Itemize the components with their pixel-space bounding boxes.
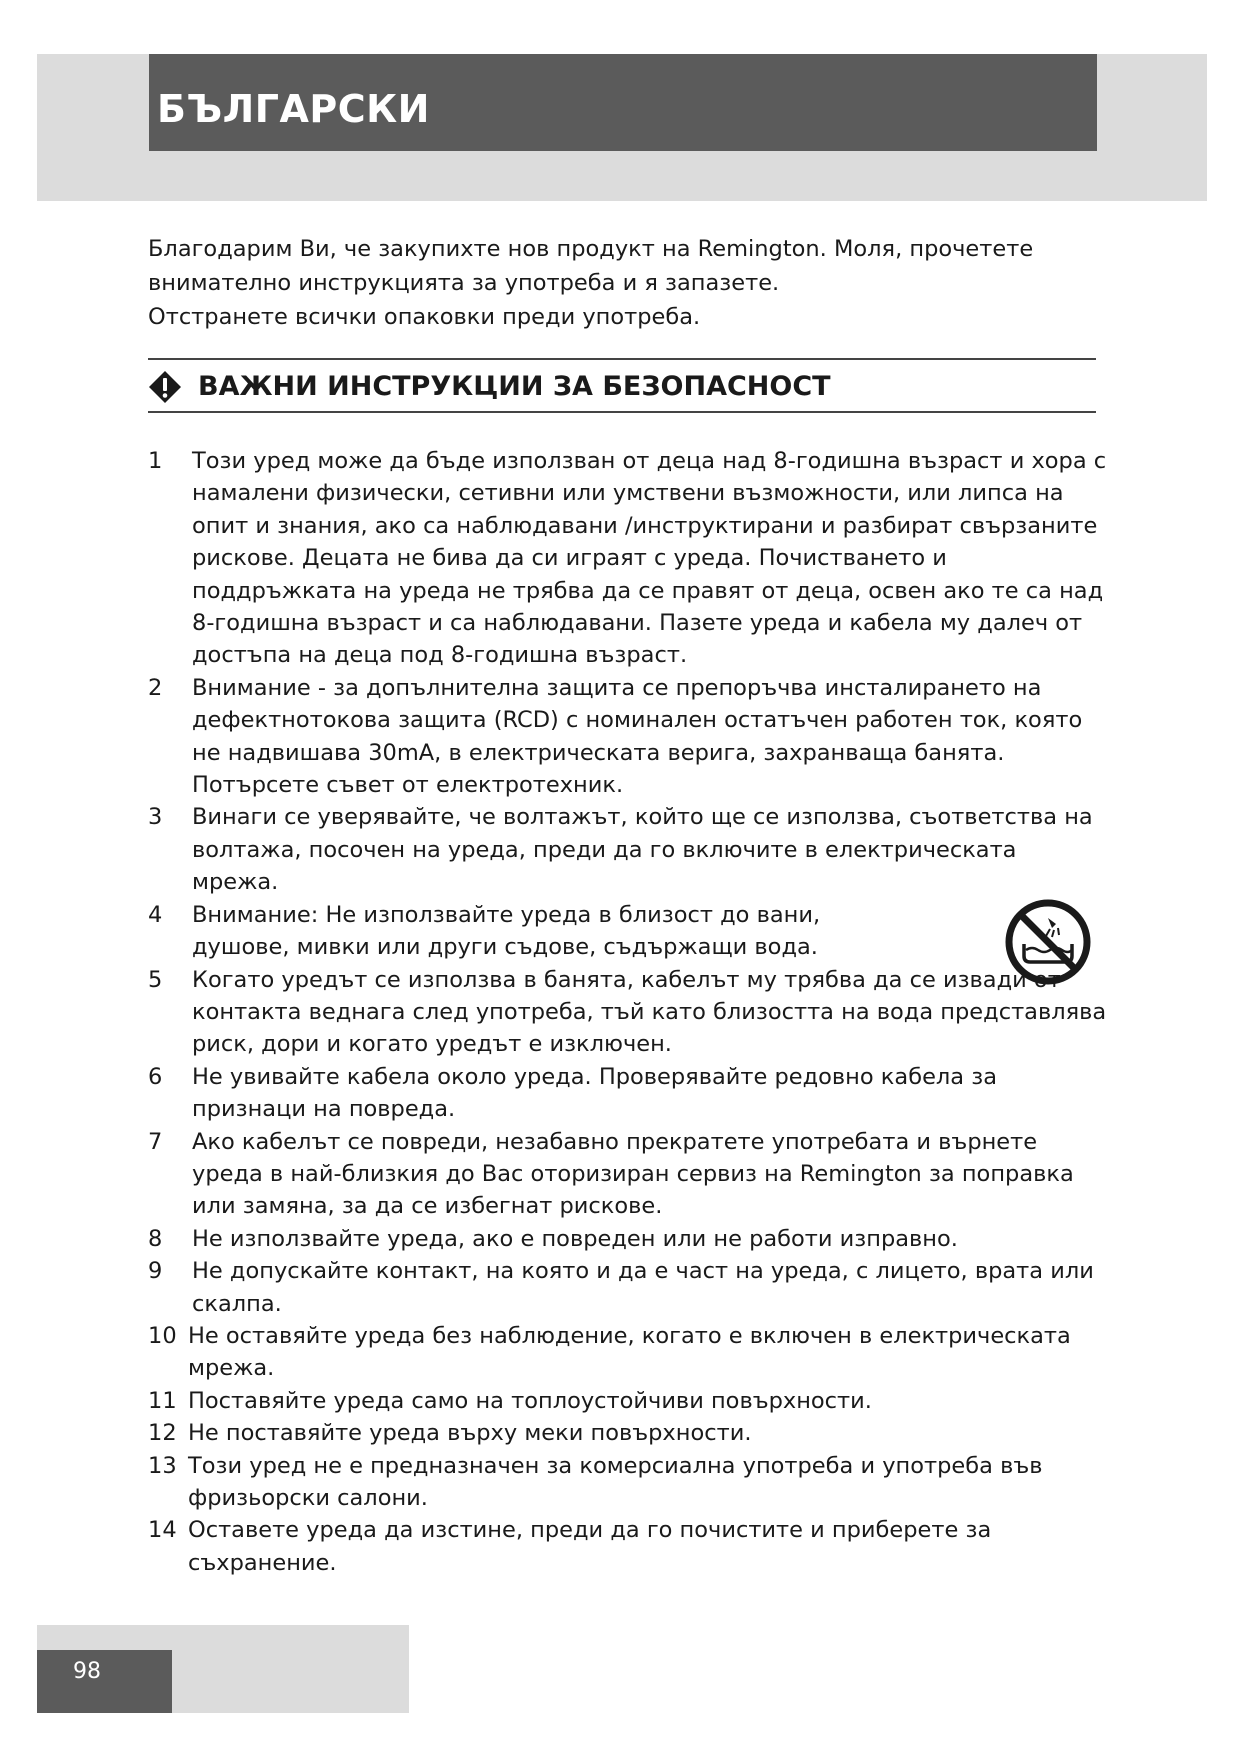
list-item bbox=[148, 1126, 1108, 1223]
warning-diamond-icon bbox=[148, 370, 182, 404]
list-item bbox=[148, 672, 1108, 802]
list-item bbox=[148, 1320, 1108, 1385]
section-title: ВАЖНИ ИНСТРУКЦИИ ЗА БЕЗОПАСНОСТ bbox=[198, 371, 831, 402]
item-text: Внимание - за допълнителна защита се препоръчва инсталирането на дефектнотокова защита (RCD) с номинален остатъчен работен ток, която не надвишава 30mA, в електрическата верига, захранваща банята. Потърсете съвет от електротехник. bbox=[192, 674, 1083, 799]
item-text: Този уред не е предназначен за комерсиална употреба и употреба във фризьорски салони. bbox=[188, 1452, 1043, 1511]
item-text: Внимание: Не използвайте уреда в близост до вани, душове, мивки или други съдове, съдържащи вода. bbox=[192, 901, 821, 961]
item-number: 2 bbox=[148, 674, 163, 701]
item-text: Винаги се уверявайте, че волтажът, който ще се използва, съответства на волтажа, посочен на уреда, преди да го включите в електрическата мрежа. bbox=[192, 804, 1093, 896]
item-number: 12 bbox=[148, 1420, 177, 1447]
list-item bbox=[148, 801, 1108, 898]
safety-instructions-list bbox=[148, 445, 1108, 1579]
list-item bbox=[148, 1385, 1108, 1417]
list-item bbox=[148, 1417, 1108, 1449]
item-number: 3 bbox=[148, 804, 163, 831]
list-item bbox=[148, 1514, 1108, 1579]
intro-line: Благодарим Ви, че закупихте нов продукт на Remington. Моля, прочетете bbox=[148, 236, 1034, 262]
item-text: Не оставяйте уреда без наблюдение, когато е включен в електрическата мрежа. bbox=[188, 1322, 1071, 1382]
intro-line: Отстранете всички опаковки преди употреба. bbox=[148, 304, 701, 330]
list-item bbox=[148, 964, 1108, 1061]
intro-text bbox=[148, 232, 1108, 334]
item-number: 10 bbox=[148, 1322, 177, 1349]
page-number: 98 bbox=[73, 1659, 101, 1684]
item-text: Поставяйте уреда само на топлоустойчиви повърхности. bbox=[188, 1387, 872, 1414]
item-number: 5 bbox=[148, 966, 163, 993]
item-number: 1 bbox=[148, 448, 163, 474]
item-number: 7 bbox=[148, 1128, 163, 1155]
item-text: Оставете уреда да изстине, преди да го почистите и приберете за съхранение. bbox=[188, 1517, 992, 1576]
item-text: Не допускайте контакт, на която и да е част на уреда, с лицето, врата или скалпа. bbox=[192, 1258, 1094, 1317]
section-rule-top bbox=[148, 358, 1096, 360]
item-text: Не поставяйте уреда върху меки повърхности. bbox=[188, 1420, 752, 1447]
item-text: Ако кабелът се повреди, незабавно прекратете употребата и върнете уреда в най-близкия до Вас оторизиран сервиз на Remington за поправка или замяна, за да се избегнат рискове. bbox=[192, 1128, 1074, 1220]
list-item bbox=[148, 1450, 1108, 1515]
no-water-bath-icon bbox=[1004, 898, 1092, 986]
item-number: 9 bbox=[148, 1258, 163, 1285]
list-item bbox=[148, 445, 1108, 672]
item-text: Когато уредът се използва в банята, кабелът му трябва да се извади от контакта веднага след употреба, тъй като близостта на вода представлява риск, дори и когато уредът е изключен. bbox=[192, 966, 1107, 1058]
item-text: Не увивайте кабела около уреда. Проверявайте редовно кабела за признаци на повреда. bbox=[192, 1063, 997, 1123]
item-number: 13 bbox=[148, 1452, 177, 1479]
item-number: 11 bbox=[148, 1387, 177, 1414]
list-item bbox=[148, 899, 1108, 964]
item-number: 14 bbox=[148, 1517, 177, 1544]
item-number: 6 bbox=[148, 1063, 163, 1090]
item-number: 4 bbox=[148, 901, 163, 928]
list-item bbox=[148, 1255, 1108, 1320]
list-item bbox=[148, 1061, 1108, 1126]
item-number: 8 bbox=[148, 1225, 163, 1252]
item-text: Не използвайте уреда, ако е повреден или не работи изправно. bbox=[192, 1225, 958, 1252]
page-title: БЪЛГАРСКИ bbox=[157, 87, 430, 131]
item-text: Този уред може да бъде използван от деца над 8-годишна възраст и хора с намалени физически, сетивни или умствени възможности, или липса на опит и знания, ако са наблюдавани /инструктирани и разбират свързаните рискове. Децата не бива да си играят с уреда. Почистването и поддръжката на уреда не трябва да се правят от деца, освен ако те са над 8-годишна възраст и са наблюдавани. Пазете уреда и кабела му далеч от достъпа на деца под 8-годишна възраст. bbox=[192, 448, 1107, 669]
page-number-box bbox=[37, 1650, 172, 1713]
section-rule-bottom bbox=[148, 411, 1096, 413]
list-item bbox=[148, 1223, 1108, 1255]
intro-line: внимателно инструкцията за употреба и я запазете. bbox=[148, 270, 780, 296]
